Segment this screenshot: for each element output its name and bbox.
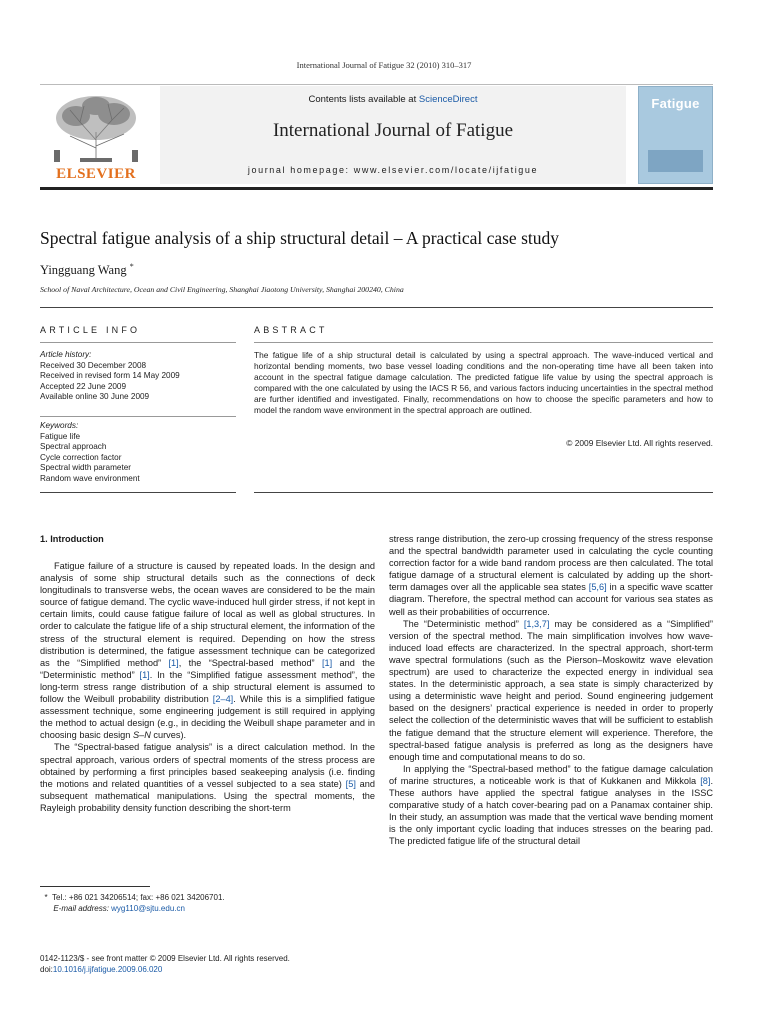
abstract-copyright: © 2009 Elsevier Ltd. All rights reserved.	[566, 438, 713, 448]
keyword: Fatigue life	[40, 431, 81, 441]
author-line	[40, 262, 134, 278]
history-item: Available online 30 June 2009	[40, 392, 150, 402]
homepage-prefix: journal homepage:	[247, 165, 354, 175]
journal-name: International Journal of Fatigue	[272, 120, 514, 141]
history-label: Article history:	[40, 350, 92, 359]
section-heading-introduction: 1. Introduction	[40, 534, 104, 544]
article-title: Spectral fatigue analysis of a ship structural detail – A practical case study	[40, 228, 560, 248]
journal-homepage	[160, 165, 626, 175]
keyword: Random wave environment	[40, 473, 140, 483]
contents-prefix: Contents lists available at	[308, 94, 419, 105]
body-column-right	[389, 533, 713, 847]
author-name: Yingguang Wang	[40, 263, 127, 278]
publisher-logo-text: ELSEVIER	[56, 166, 136, 182]
history-item: Accepted 22 June 2009	[40, 381, 127, 391]
abstract-divider	[254, 342, 713, 343]
abstract-text: The fatigue life of a ship structural detail is calculated by using a spectral approach. The wave-induced vertical and horizontal bending moments, two base vessel loading conditions and the non-operating time have all been taken into account in the spectral fatigue damage calculation. The predicted fatigue life value by using the spectral approach is compared with the one calculated by using the IACS R 56, and various factors inducing uncertainties in the spectral method are further identified and investigated. Finally, recommendations on how to choose the specific parameters and how to model the random wave environment in the spectral approach are outlined.	[254, 350, 713, 415]
paragraph: stress range distribution, the zero-up crossing frequency of the stress response and the spectral bandwidth parameter used in calculating the cycle counting correction factor for a wide band random process are then calculated. The total fatigue damage of a structural element is calculated by adding up the short-term damages over all the applicable sea states [5,6] in a specific wave scatter diagram. Therefore, the spectral method can account for various sea states as well as their probabilities of occurrence.	[389, 534, 713, 617]
citation-link[interactable]: [1]	[139, 669, 150, 680]
paragraph: In applying the “Spectral-based method” to the fatigue damage calculation of marine structures, a noticeable work is that of Kukkanen and Mikkola [8]. These authors have applied the spectral fatigue analyses in the ISSC comparative study of a hatch cover-bearing pad on a Panamax container ship. In their study, an assumption was made that the vertical wave bending moment is the only important cyclic loading that induces stresses on the bearing pad. The predicted fatigue life of the structural detail	[389, 763, 713, 847]
paragraph: Fatigue failure of a structure is caused by repeated loads. In the design and analysis of some ship structural details such as the connections of deck longitudinals to transverse webs, the ocean waves are considered to be the main source of fatigue demand. The cyclic wave-induced hull girder stress, if not kept in certain limits, could cause fatigue failure of local as well as global structures. In order to calculate the fatigue life of a ship structural element, the information of the stress of the structural element is required. Depending on how the stress distribution is determined, the fatigue assessment technique can be categorized as the “Simplified method” [1], the “Spectral-based method” [1] and the “Deterministic method” [1]. In the “Simplified fatigue assessment method”, the long-term stress range distribution of a ship structural element is assumed to follow the Weibull probability distribution [2–4]. While this is a simplified fatigue assessment technique, some engineering judgement is still required in applying the method to actual design (e.g., in deciding the Weibull shape parameter and in choosing basic design S–N curves).	[40, 561, 376, 741]
citation-link[interactable]: [1]	[168, 657, 179, 668]
cover-decoration	[648, 150, 703, 172]
cover-title: Fatigue	[651, 96, 700, 111]
author-footnote-mark[interactable]: *	[129, 262, 134, 271]
article-history	[40, 350, 236, 403]
paragraph: The “Spectral-based fatigue analysis” is a direct calculation method. In the spectral approach, various orders of spectral moments of the stress process are obtained by performing a first principles based seakeeping analysis (i.e. finding the motions and related quantities of a vessel subjected to a sea state) [5] and subsequent mathematical manipulations. Using the spectral moments, the Rayleigh probability density function describing the short-term	[40, 742, 375, 813]
doi-link[interactable]: 10.1016/j.ijfatigue.2009.06.020	[52, 965, 163, 974]
author-footnote	[40, 892, 375, 914]
keywords-label: Keywords:	[40, 421, 79, 430]
title-divider	[40, 307, 713, 308]
citation-link[interactable]: [8]	[700, 775, 711, 786]
body-column-left	[40, 560, 375, 814]
journal-reference: International Journal of Fatigue 32 (2010) 310–317	[296, 60, 472, 70]
citation-link[interactable]: [5]	[345, 778, 356, 789]
history-item: Received in revised form 14 May 2009	[40, 371, 180, 381]
sciencedirect-link[interactable]: ScienceDirect	[418, 94, 478, 105]
citation-link[interactable]: [5,6]	[588, 582, 607, 593]
footnote-divider	[40, 886, 150, 887]
keywords	[40, 421, 236, 485]
citation-link[interactable]: [2–4]	[212, 694, 234, 705]
keyword: Cycle correction factor	[40, 452, 122, 462]
keyword: Spectral approach	[40, 442, 107, 452]
article-info-bottom-divider	[40, 492, 236, 493]
citation-link[interactable]: [1]	[321, 657, 333, 668]
citation-link[interactable]: [1,3,7]	[523, 618, 550, 629]
doi-line: doi:10.1016/j.ijfatigue.2009.06.020	[40, 965, 163, 974]
article-info-divider	[40, 342, 236, 343]
email-link[interactable]: wyg110@sjtu.edu.cn	[111, 904, 185, 913]
header-top-divider	[40, 84, 713, 85]
abstract-bottom-divider	[254, 492, 713, 493]
footnote-email: E-mail address: wyg110@sjtu.edu.cn	[53, 904, 185, 913]
keywords-divider	[40, 416, 236, 417]
abstract-heading: ABSTRACT	[254, 325, 328, 335]
contents-availability	[160, 94, 626, 105]
issn-doi	[40, 953, 440, 975]
issn-line: 0142-1123/$ - see front matter © 2009 Elsevier Ltd. All rights reserved.	[40, 954, 290, 963]
footnote-contact: * Tel.: +86 021 34206514; fax: +86 021 34206701.	[44, 893, 225, 902]
article-info-heading: ARTICLE INFO	[40, 325, 141, 335]
header-divider	[40, 187, 713, 190]
affiliation: School of Naval Architecture, Ocean and Civil Engineering, Shanghai Jiaotong University, Shanghai 200240, China	[40, 285, 404, 294]
homepage-link[interactable]: www.elsevier.com/locate/ijfatigue	[353, 165, 539, 175]
history-item: Received 30 December 2008	[40, 360, 147, 370]
paragraph: The “Deterministic method” [1,3,7] may be considered as a “Simplified” version of the spectral method. The main simplification involves how wave-induced load effects are characterized. In the spectral approach, short-term wave spectral formulations (such as the Pierson–Moskowitz wave elevation spectrum) are used to characterize the expected energy in individual sea states. In the deterministic approach, a sea state is simply characterized by using a deterministic wave height and period. Sound engineering judgement based on the designers’ practical experience is needed in order to properly select the collection of the deterministic waves that will be sufficient to establish the fatigue demand that the structure element will experience. Therefore, the spectral-based fatigue analysis is preferred as long as the designers have enough time and computational means to do so.	[389, 618, 713, 762]
keyword: Spectral width parameter	[40, 463, 132, 473]
